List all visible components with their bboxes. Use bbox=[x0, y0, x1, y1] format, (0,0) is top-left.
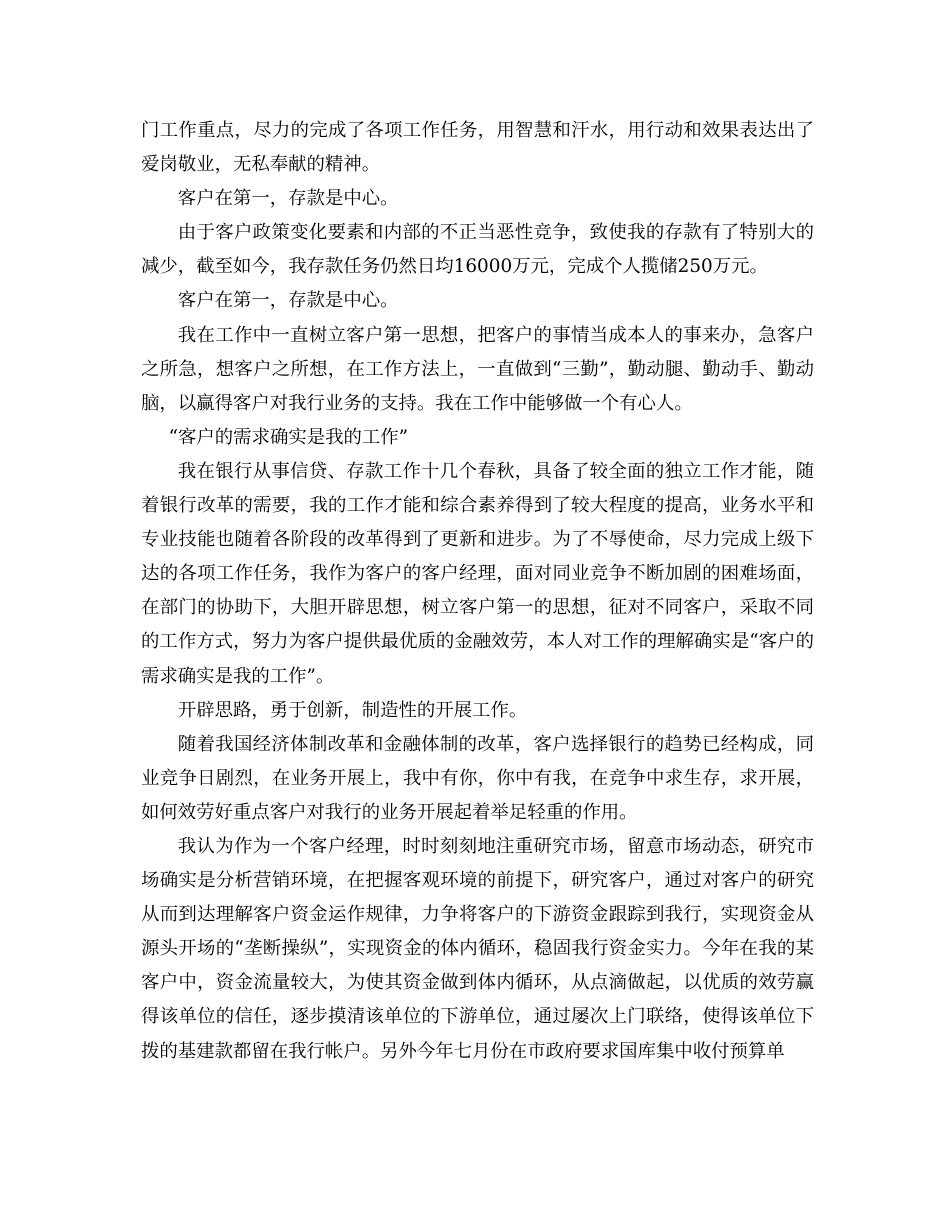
paragraph-9: 随着我国经济体制改革和金融体制的改革，客户选择银行的趋势已经构成，同业竞争日剧烈，在业务开展上，我中有你，你中有我，在竞争中求生存，求开展，如何效劳好重点客户对我行的业务开展起着举足轻重的作用。 bbox=[141, 733, 814, 823]
document-body bbox=[141, 114, 814, 1069]
paragraph-3: 由于客户政策变化要素和内部的不正当恶性竞争，致使我的存款有了特别大的减少，截至如今，我存款任务仍然日均16000万元，完成个人揽储250万元。 bbox=[141, 222, 814, 278]
paragraph-10: 我认为作为一个客户经理，时时刻刻地注重研究市场，留意市场动态，研究市场确实是分析营销环境，在把握客观环境的前提下，研究客户，通过对客户的研究从而到达理解客户资金运作规律，力争将客户的下游资金跟踪到我行，实现资金从源头开场的“垄断操纵”，实现资金的体内循环，稳固我行资金实力。今年在我的某客户中，资金流量较大，为使其资金做到体内循环，从点滴做起，以优质的效劳赢得该单位的信任，逐步摸清该单位的下游单位，通过屡次上门联络，使得该单位下拨的基建款都留在我行帐户。另外今年七月份在市政府要求国库集中收付预算单 bbox=[141, 835, 814, 1062]
paragraph-8: 开辟思路，勇于创新，制造性的开展工作。 bbox=[177, 699, 528, 721]
paragraph-1: 门工作重点，尽力的完成了各项工作任务，用智慧和汗水，用行动和效果表达出了爱岗敬业，无私奉献的精神。 bbox=[141, 120, 814, 176]
paragraph-2: 客户在第一，存款是中心。 bbox=[177, 188, 399, 210]
paragraph-6: “客户的需求确实是我的工作” bbox=[168, 426, 409, 448]
paragraph-4: 客户在第一，存款是中心。 bbox=[177, 290, 399, 312]
paragraph-7: 我在银行从事信贷、存款工作十几个春秋，具备了较全面的独立工作才能，随着银行改革的需要，我的工作才能和综合素养得到了较大程度的提高，业务水平和专业技能也随着各阶段的改革得到了更新和进步。为了不辱使命，尽力完成上级下达的各项工作任务，我作为客户的客户经理，面对同业竞争不断加剧的困难场面，在部门的协助下，大胆开辟思想，树立客户第一的思想，征对不同客户，采取不同的工作方式，努力为客户提供最优质的金融效劳，本人对工作的理解确实是“客户的需求确实是我的工作”。 bbox=[141, 460, 814, 687]
paragraph-5: 我在工作中一直树立客户第一思想，把客户的事情当成本人的事来办，急客户之所急，想客户之所想，在工作方法上，一直做到“三勤”，勤动腿、勤动手、勤动脑，以赢得客户对我行业务的支持。我在工作中能够做一个有心人。 bbox=[141, 324, 814, 414]
